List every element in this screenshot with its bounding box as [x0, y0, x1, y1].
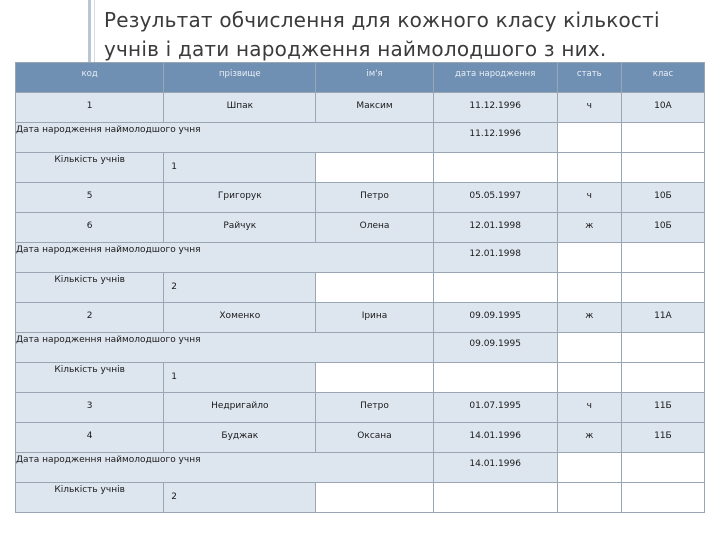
cell-name-text: Ірина [361, 311, 388, 321]
youngest-birth-label [16, 123, 434, 153]
youngest-birth-row [16, 453, 705, 483]
decorative-rule [88, 0, 91, 68]
cell-code-text: 2 [86, 311, 93, 321]
cell-class [621, 93, 704, 123]
student-count-label-text: Кількість учнів [54, 155, 125, 165]
cell-class [621, 423, 704, 453]
cell-sex-text: ж [585, 431, 594, 441]
youngest-birth-value-text: 14.01.1996 [469, 459, 521, 469]
column-header-label: ім'я [366, 69, 383, 79]
column-header-label: стать [576, 69, 602, 79]
youngest-birth-value-text: 09.09.1995 [469, 339, 521, 349]
title-bar [0, 0, 720, 68]
empty-cell [316, 483, 433, 513]
empty-cell [621, 333, 704, 363]
column-header-birth [433, 63, 557, 93]
cell-name-text: Олена [359, 221, 390, 231]
empty-cell [621, 363, 704, 393]
youngest-birth-label-text: Дата народження наймолодшого учня [16, 455, 201, 465]
student-count-label-text: Кількість учнів [54, 485, 125, 495]
cell-name [316, 213, 433, 243]
cell-code [16, 213, 164, 243]
cell-sex [557, 423, 621, 453]
cell-surname-text: Григорук [217, 191, 262, 201]
cell-class-text: 11А [654, 311, 672, 321]
student-count-label [16, 153, 164, 183]
cell-class [621, 213, 704, 243]
empty-cell [433, 483, 557, 513]
cell-sex-text: ж [585, 311, 594, 321]
page-title: Результат обчислення для кожного класу кількості учнів і дати народження наймолодшого з них. [104, 8, 660, 61]
table-row [16, 303, 705, 333]
student-count-value [164, 483, 316, 513]
empty-cell [557, 363, 621, 393]
youngest-birth-label-text: Дата народження наймолодшого учня [16, 125, 201, 135]
results-table-container [15, 62, 705, 513]
cell-class-text: 11Б [654, 431, 672, 441]
empty-cell [621, 123, 704, 153]
cell-birth [433, 213, 557, 243]
cell-code-text: 1 [86, 101, 93, 111]
cell-sex [557, 183, 621, 213]
student-count-value [164, 153, 316, 183]
cell-class-text: 10Б [654, 191, 672, 201]
student-count-label [16, 483, 164, 513]
table-row [16, 423, 705, 453]
cell-surname-text: Хоменко [219, 311, 261, 321]
cell-class [621, 303, 704, 333]
cell-sex [557, 393, 621, 423]
cell-name [316, 393, 433, 423]
cell-class [621, 183, 704, 213]
student-count-value-text: 1 [171, 162, 177, 172]
cell-name-text: Петро [360, 191, 389, 201]
cell-birth [433, 303, 557, 333]
cell-code-text: 5 [86, 191, 93, 201]
youngest-birth-label-text: Дата народження наймолодшого учня [16, 335, 201, 345]
student-count-label-text: Кількість учнів [54, 275, 125, 285]
empty-cell [316, 273, 433, 303]
youngest-birth-row [16, 243, 705, 273]
cell-name-text: Максим [356, 101, 393, 111]
student-count-value-text: 2 [171, 282, 177, 292]
student-count-value-text: 1 [171, 372, 177, 382]
cell-birth-text: 12.01.1998 [469, 221, 521, 231]
youngest-birth-value-text: 12.01.1998 [469, 249, 521, 259]
cell-name [316, 93, 433, 123]
student-count-label-text: Кількість учнів [54, 365, 125, 375]
cell-birth-text: 11.12.1996 [469, 101, 521, 111]
cell-name [316, 423, 433, 453]
table-row [16, 93, 705, 123]
cell-sex [557, 213, 621, 243]
column-header-label: клас [652, 69, 674, 79]
cell-name-text: Петро [360, 401, 389, 411]
cell-surname-text: Недригайло [211, 401, 269, 411]
youngest-birth-label [16, 333, 434, 363]
cell-class-text: 10Б [654, 221, 672, 231]
empty-cell [557, 483, 621, 513]
column-header-label: код [81, 69, 98, 79]
decorative-rule-thin [94, 0, 95, 68]
table-row [16, 213, 705, 243]
cell-birth-text: 09.09.1995 [469, 311, 521, 321]
empty-cell [621, 153, 704, 183]
cell-birth-text: 14.01.1996 [469, 431, 521, 441]
cell-class-text: 10А [654, 101, 672, 111]
cell-surname [164, 183, 316, 213]
cell-birth-text: 05.05.1997 [469, 191, 521, 201]
cell-code [16, 93, 164, 123]
cell-code [16, 393, 164, 423]
results-table-body [16, 63, 705, 513]
cell-sex-text: ч [586, 191, 592, 201]
student-count-label [16, 273, 164, 303]
column-header-surname [164, 63, 316, 93]
empty-cell [557, 453, 621, 483]
student-count-value [164, 363, 316, 393]
column-header-sex [557, 63, 621, 93]
youngest-birth-value [433, 333, 557, 363]
cell-class [621, 393, 704, 423]
empty-cell [621, 243, 704, 273]
empty-cell [621, 273, 704, 303]
cell-sex-text: ч [586, 101, 592, 111]
cell-birth-text: 01.07.1995 [469, 401, 521, 411]
cell-sex [557, 93, 621, 123]
column-header-class [621, 63, 704, 93]
column-header-code [16, 63, 164, 93]
student-count-row [16, 273, 705, 303]
student-count-row [16, 483, 705, 513]
cell-surname-text: Шпак [226, 101, 254, 111]
cell-code-text: 6 [86, 221, 93, 231]
student-count-value [164, 273, 316, 303]
column-header-label: дата народження [455, 69, 536, 79]
cell-birth [433, 423, 557, 453]
cell-surname [164, 393, 316, 423]
cell-birth [433, 393, 557, 423]
cell-code [16, 423, 164, 453]
youngest-birth-value [433, 123, 557, 153]
cell-sex [557, 303, 621, 333]
empty-cell [557, 153, 621, 183]
cell-surname [164, 303, 316, 333]
youngest-birth-row [16, 333, 705, 363]
cell-sex-text: ж [585, 221, 594, 231]
youngest-birth-label [16, 243, 434, 273]
cell-code [16, 183, 164, 213]
empty-cell [433, 153, 557, 183]
cell-surname [164, 93, 316, 123]
youngest-birth-value [433, 453, 557, 483]
cell-surname [164, 423, 316, 453]
cell-name-text: Оксана [357, 431, 392, 441]
youngest-birth-label [16, 453, 434, 483]
cell-code [16, 303, 164, 333]
empty-cell [557, 333, 621, 363]
empty-cell [621, 483, 704, 513]
youngest-birth-value [433, 243, 557, 273]
cell-birth [433, 93, 557, 123]
student-count-row [16, 153, 705, 183]
cell-code-text: 4 [86, 431, 93, 441]
cell-birth [433, 183, 557, 213]
table-row [16, 393, 705, 423]
cell-name [316, 303, 433, 333]
column-header-label: прізвище [219, 69, 261, 79]
cell-code-text: 3 [86, 401, 93, 411]
student-count-row [16, 363, 705, 393]
cell-sex-text: ч [586, 401, 592, 411]
empty-cell [433, 273, 557, 303]
cell-name [316, 183, 433, 213]
cell-surname-text: Райчук [223, 221, 257, 231]
student-count-value-text: 2 [171, 492, 177, 502]
empty-cell [557, 123, 621, 153]
cell-surname [164, 213, 316, 243]
cell-class-text: 11Б [654, 401, 672, 411]
results-table [15, 62, 705, 513]
empty-cell [621, 453, 704, 483]
column-header-name [316, 63, 433, 93]
empty-cell [316, 153, 433, 183]
table-row [16, 183, 705, 213]
empty-cell [557, 243, 621, 273]
cell-surname-text: Буджак [221, 431, 259, 441]
table-header-row [16, 63, 705, 93]
youngest-birth-row [16, 123, 705, 153]
youngest-birth-value-text: 11.12.1996 [469, 129, 521, 139]
youngest-birth-label-text: Дата народження наймолодшого учня [16, 245, 201, 255]
empty-cell [557, 273, 621, 303]
student-count-label [16, 363, 164, 393]
empty-cell [433, 363, 557, 393]
empty-cell [316, 363, 433, 393]
